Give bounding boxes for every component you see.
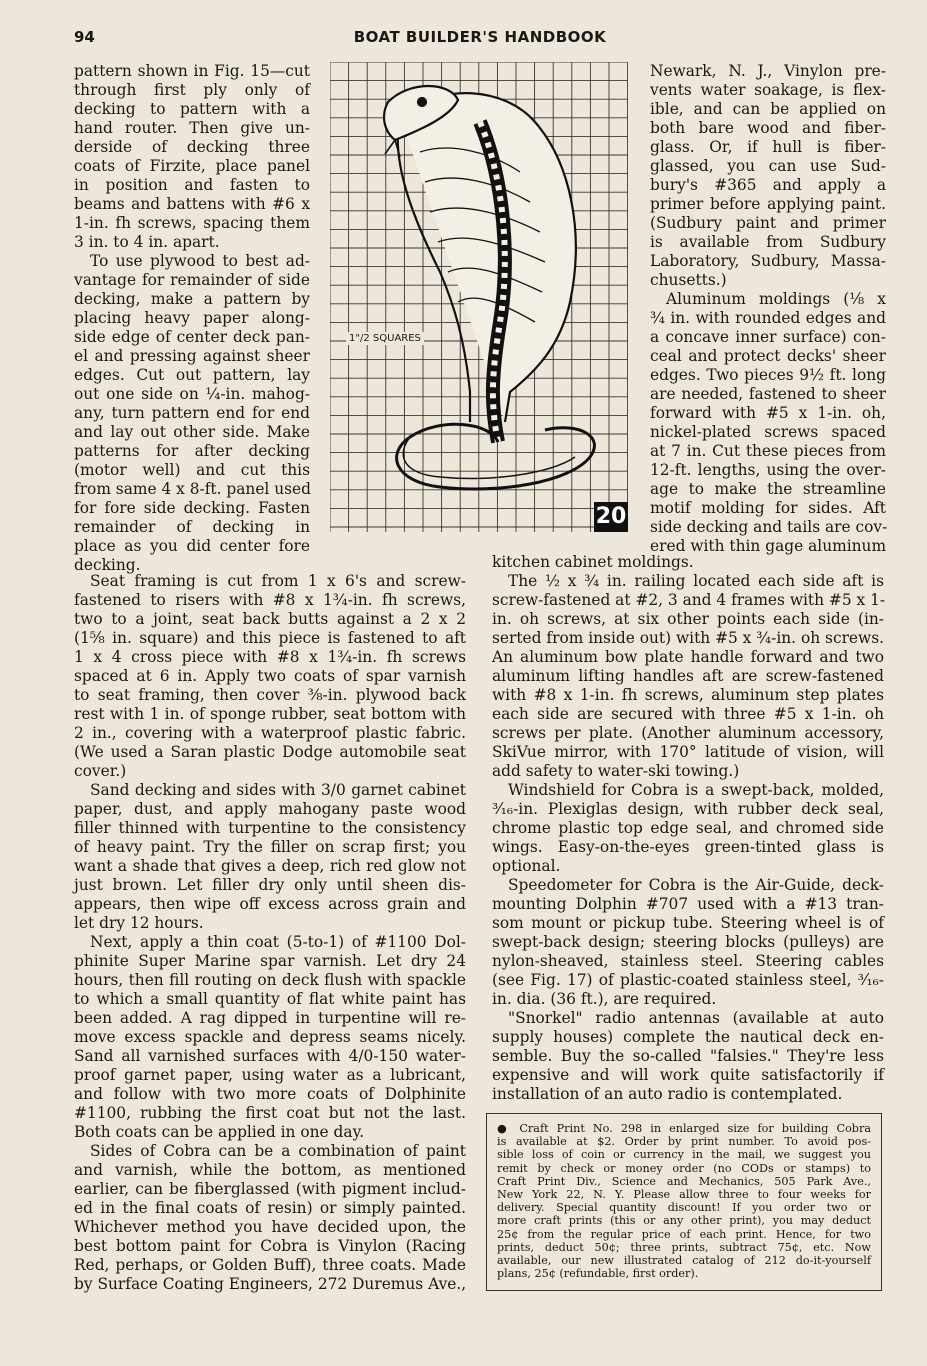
page-number: 94 xyxy=(74,28,95,46)
text-line: Craft Print Div., Science and Mechanics, 505 Park Ave., xyxy=(497,1174,871,1188)
text-line: of heavy paint. Try the filler on scrap first; you xyxy=(74,838,466,856)
text-line: coats of Firzite, place panel xyxy=(74,157,310,175)
text-line: plans, 25¢ (refundable, first order). xyxy=(497,1267,699,1281)
text-line: pattern shown in Fig. 15—cut xyxy=(74,62,310,80)
text-line: move excess spackle and depress seams nicely. xyxy=(74,1028,466,1046)
text-line: Red, perhaps, or Golden Buff), three coats. Made xyxy=(74,1256,466,1274)
text-line: 25¢ from the regular price of each print. Hence, for two xyxy=(497,1227,871,1241)
text-line: kitchen cabinet moldings. xyxy=(492,553,694,571)
text-line: primer before applying paint. xyxy=(650,195,886,213)
text-line: ered with thin gage aluminum xyxy=(650,537,887,555)
text-line: delivery. Special quantity discount! If you order two or xyxy=(497,1201,871,1215)
text-line: age to make the streamline xyxy=(650,480,886,498)
text-line: any, turn pattern end for end xyxy=(74,404,310,422)
text-line: optional. xyxy=(492,857,561,875)
text-line: decking to pattern with a xyxy=(74,100,310,118)
text-line: proof garnet paper, using water as a lubricant, xyxy=(74,1066,466,1084)
text-line: and follow with two more coats of Dolphinite xyxy=(74,1085,466,1103)
text-line: screw-fastened at #2, 3 and 4 frames with #5 x 1- xyxy=(492,591,886,609)
text-line: #1100, rubbing the first coat but not the last. xyxy=(74,1104,466,1122)
text-line: The ½ x ¾ in. railing located each side aft is xyxy=(508,572,884,590)
text-line: 12-ft. lengths, using the over- xyxy=(650,461,886,479)
text-line: ible, and can be applied on xyxy=(650,100,886,118)
right-column-bottom-text xyxy=(492,553,884,1104)
text-line: installation of an auto radio is contemplated. xyxy=(492,1085,843,1103)
text-line: by Surface Coating Engineers, 272 Duremus Ave., xyxy=(74,1275,467,1293)
text-line: serted from inside out) with #5 x ¾-in. oh screws. xyxy=(492,629,884,647)
text-line: 3 in. to 4 in. apart. xyxy=(74,233,220,251)
text-line: out one side on ¼-in. mahog- xyxy=(74,385,310,403)
text-line: to seat framing, then cover ⅜-in. plywood back xyxy=(74,686,466,704)
text-line: in position and fasten to xyxy=(74,176,310,194)
text-line: placing heavy paper along- xyxy=(74,309,310,327)
text-line: mounting Dolphin #707 used with a #13 tran- xyxy=(492,895,884,913)
cobra-drawing xyxy=(384,86,594,489)
text-line: decking. xyxy=(74,556,141,574)
text-line: just brown. Let filler dry only until sheen dis- xyxy=(74,876,466,894)
text-line: Aluminum moldings (⅛ x xyxy=(666,290,886,308)
page-header xyxy=(74,28,886,50)
text-line: aluminum lifting handles aft are screw-fastened xyxy=(492,667,884,685)
text-line: wings. Easy-on-the-eyes green-tinted glass is xyxy=(492,838,884,856)
text-line: el and pressing against sheer xyxy=(74,347,310,365)
left-column-top-text xyxy=(74,62,310,575)
text-line: with #8 x 1-in. fh screws, aluminum step plates xyxy=(492,686,884,704)
text-line: more craft prints (this or any other print), you may deduct xyxy=(497,1214,871,1228)
text-line: through first ply only of xyxy=(74,81,310,99)
text-line: for fore side decking. Fasten xyxy=(74,499,310,517)
text-line: Laboratory, Sudbury, Massa- xyxy=(650,252,886,270)
text-line: chrome plastic top edge seal, and chromed side xyxy=(492,819,884,837)
text-line: 2 in., covering with a waterproof plastic fabric. xyxy=(74,724,466,742)
text-line: Windshield for Cobra is a swept-back, molded, xyxy=(508,781,884,799)
text-line: remainder of decking in xyxy=(74,518,310,536)
text-line: let dry 12 hours. xyxy=(74,914,204,932)
text-line: Speedometer for Cobra is the Air-Guide, deck- xyxy=(508,876,884,894)
text-line: (see Fig. 17) of plastic-coated stainless steel, ³⁄₁₆- xyxy=(492,971,884,989)
scale-label: 1"/2 SQUARES xyxy=(346,332,424,345)
text-line: Sand decking and sides with 3/0 garnet cabinet xyxy=(90,781,466,799)
text-line: appears, then wipe off excess across grain and xyxy=(74,895,466,913)
text-line: Next, apply a thin coat (5-to-1) of #1100 Dol- xyxy=(90,933,466,951)
text-line: Sand all varnished surfaces with 4/0-150 water- xyxy=(74,1047,466,1065)
text-line: To use plywood to best ad- xyxy=(90,252,310,270)
text-line: ceal and protect decks' sheer xyxy=(650,347,886,365)
text-line: want a shade that gives a deep, rich red glow not xyxy=(74,857,466,875)
text-line: phinite Super Marine spar varnish. Let dry 24 xyxy=(74,952,466,970)
text-line: edges. Two pieces 9½ ft. long xyxy=(650,366,886,384)
text-line: remit by check or money order (no CODs or stamps) to xyxy=(497,1161,871,1175)
text-line: fastened to risers with #8 x 1¾-in. fh screws, xyxy=(74,591,466,609)
text-line: prints, deduct 50¢; three prints, subtract 75¢, etc. Now xyxy=(497,1240,871,1254)
right-column-top-text xyxy=(650,62,886,556)
text-line: New York 22, N. Y. Please allow three to four weeks for xyxy=(497,1188,871,1202)
text-line: are needed, fastened to sheer xyxy=(650,385,886,403)
text-line: motif molding for sides. Aft xyxy=(650,499,886,517)
text-line: nylon-sheaved, stainless steel. Steering cables xyxy=(492,952,884,970)
text-line: in. oh screws, at six other points each side (in- xyxy=(492,610,884,628)
text-line: best bottom paint for Cobra is Vinylon (Racing xyxy=(74,1237,466,1255)
text-line: at 7 in. Cut these pieces from xyxy=(650,442,886,460)
text-line: and varnish, while the bottom, as mentioned xyxy=(74,1161,466,1179)
text-line: derside of decking three xyxy=(74,138,310,156)
text-line: spaced at 6 in. Apply two coats of spar varnish xyxy=(74,667,466,685)
cobra-grid-illustration xyxy=(330,62,628,532)
text-line: (Sudbury paint and primer xyxy=(650,214,886,232)
text-line: filler thinned with turpentine to the consistency xyxy=(74,819,466,837)
text-line: sible loss of coin or currency in the mail, we suggest you xyxy=(497,1148,871,1162)
text-line: each side are secured with three #5 x 1-in. oh xyxy=(492,705,884,723)
text-line: available, our new illustrated catalog of 212 do-it-yourself xyxy=(497,1254,871,1268)
text-line: semble. Buy the so-called "falsies." They're less xyxy=(492,1047,884,1065)
text-line: nickel-plated screws spaced xyxy=(650,423,886,441)
text-line: hand router. Then give un- xyxy=(74,119,310,137)
text-line: swept-back design; steering blocks (pulleys) are xyxy=(492,933,884,951)
text-line: "Snorkel" radio antennas (available at auto xyxy=(508,1009,884,1027)
text-line: screws per plate. (Another aluminum accessory, xyxy=(492,724,884,742)
text-line: glass. Or, if hull is fiber- xyxy=(650,138,886,156)
text-line: forward with #5 x 1-in. oh, xyxy=(650,404,886,422)
text-line: ● Craft Print No. 298 in enlarged size for building Cobra xyxy=(497,1122,871,1135)
text-line: vents water soakage, is flex- xyxy=(650,81,886,99)
text-line: is available from Sudbury xyxy=(650,233,886,251)
text-line: two to a joint, seat back butts against a 2 x 2 xyxy=(74,610,466,628)
left-column-bottom-text xyxy=(74,572,466,1294)
text-line: cover.) xyxy=(74,762,127,780)
text-line: Sides of Cobra can be a combination of paint xyxy=(90,1142,466,1160)
text-line: (We used a Saran plastic Dodge automobile seat xyxy=(74,743,466,761)
text-line: to which a small quantity of flat white paint has xyxy=(74,990,466,1008)
text-line: place as you did center fore xyxy=(74,537,310,555)
text-line: and lay out other side. Make xyxy=(74,423,310,441)
text-line: from same 4 x 8-ft. panel used xyxy=(74,480,312,498)
text-line: hours, then fill routing on deck flush with spackle xyxy=(74,971,466,989)
text-line: (motor well) and cut this xyxy=(74,461,310,479)
text-line: SkiVue mirror, with 170° latitude of vision, will xyxy=(492,743,884,761)
text-line: in. dia. (36 ft.), are required. xyxy=(492,990,717,1008)
text-line: 1-in. fh screws, spacing them xyxy=(74,214,310,232)
text-line: both bare wood and fiber- xyxy=(650,119,886,137)
text-line: supply houses) complete the nautical deck en- xyxy=(492,1028,884,1046)
text-line: add safety to water-ski towing.) xyxy=(492,762,740,780)
text-line: bury's #365 and apply a xyxy=(650,176,886,194)
text-line: chusetts.) xyxy=(650,271,727,289)
text-line: An aluminum bow plate handle forward and two xyxy=(492,648,884,666)
text-line: patterns for after decking xyxy=(74,442,310,460)
craft-print-notice xyxy=(486,1113,882,1291)
text-line: glassed, you can use Sud- xyxy=(650,157,886,175)
text-line: expensive and will work quite satisfactorily if xyxy=(492,1066,884,1084)
text-line: (1⅝ in. square) and this piece is fastened to aft xyxy=(74,629,466,647)
text-line: beams and battens with #6 x xyxy=(74,195,310,213)
text-line: ed in the final coats of resin) or simply painted. xyxy=(74,1199,466,1217)
text-line: paper, dust, and apply mahogany paste wood xyxy=(74,800,466,818)
text-line: side edge of center deck pan- xyxy=(74,328,310,346)
text-line: is available at $2. Order by print number. To avoid pos- xyxy=(497,1135,871,1149)
running-title: BOAT BUILDER'S HANDBOOK xyxy=(353,28,607,46)
text-line: ¾ in. with rounded edges and xyxy=(650,309,886,327)
text-line: Seat framing is cut from 1 x 6's and screw- xyxy=(90,572,466,590)
text-line: rest with 1 in. of sponge rubber, seat bottom with xyxy=(74,705,466,723)
text-line: decking, make a pattern by xyxy=(74,290,310,308)
text-line: been added. A rag dipped in turpentine will re- xyxy=(74,1009,466,1027)
figure-number-badge: 20 xyxy=(594,502,628,532)
text-line: 1 x 4 cross piece with #8 x 1¾-in. fh screws xyxy=(74,648,466,666)
text-line: earlier, can be fiberglassed (with pigment includ- xyxy=(74,1180,466,1198)
text-line: Both coats can be applied in one day. xyxy=(74,1123,365,1141)
text-line: a concave inner surface) con- xyxy=(650,328,886,346)
text-line: ³⁄₁₆-in. Plexiglas design, with rubber deck seal, xyxy=(492,800,884,818)
text-line: edges. Cut out pattern, lay xyxy=(74,366,310,384)
text-line: Newark, N. J., Vinylon pre- xyxy=(650,62,886,80)
text-line: side decking and tails are cov- xyxy=(650,518,888,536)
cobra-figure xyxy=(330,62,628,532)
text-line: Whichever method you have decided upon, the xyxy=(74,1218,466,1236)
text-line: vantage for remainder of side xyxy=(74,271,310,289)
text-line: som mount or pickup tube. Steering wheel is of xyxy=(492,914,884,932)
